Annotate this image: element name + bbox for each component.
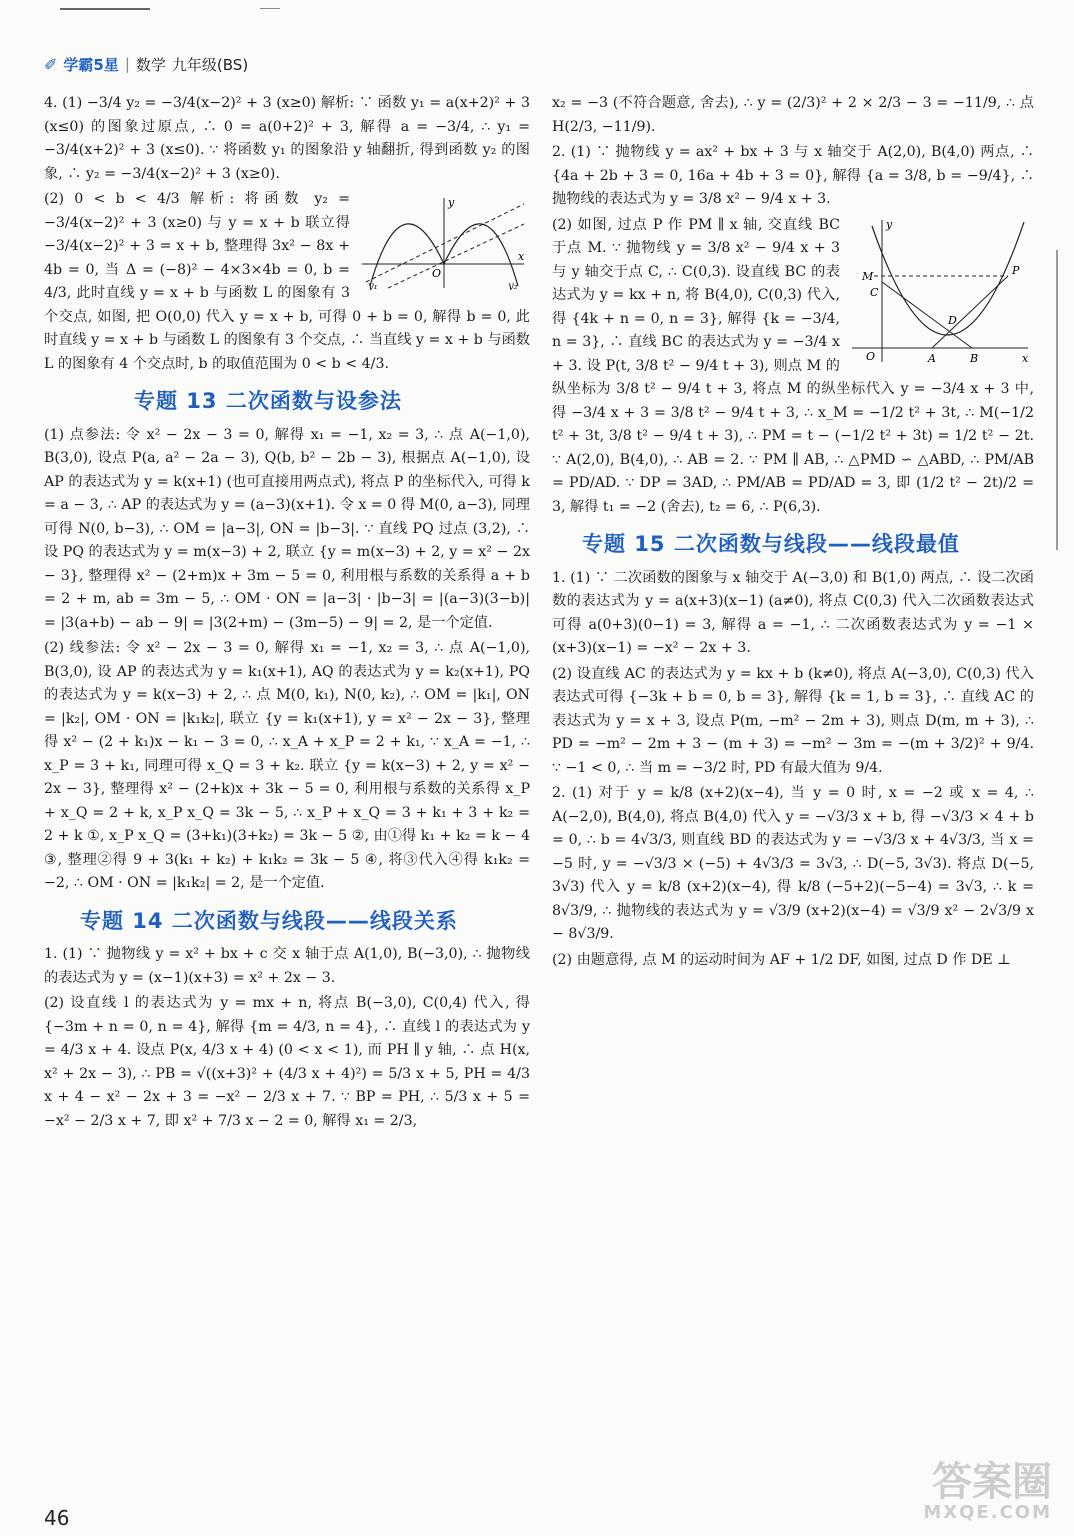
header-separator: | (124, 55, 130, 73)
fig1-line-origin (388, 224, 524, 288)
fig1-label-x: x (518, 250, 525, 263)
topic-13-point-method: (1) 点参法: 令 x² − 2x − 3 = 0, 解得 x₁ = −1, x₂ = 3, ∴ 点 A(−1,0), B(3,0), 设点 P(a, a² − 2a − 3), Q(b, b² − 2b − 3), 根据点 A(−1,0), 设 AP 的表达式为 y = k(x+1) (也可直接用两点式), 将点 P 的坐标代入, 可得 k = a − 3, ∴ AP 的表达式为 y = (a−3)(x+1). 令 x = 0 得 M(0, a−3), 同理可得 N(0, b−3), ∴ OM = |a−3|, ON = |b−3|. ∵ 直线 PQ 过点 (3,2), ∴ 设 PQ 的表达式为 y = m(x−3) + 2, 联立 {y = m(x−3) + 2, y = x² − 2x − 3}, 整理得 x² − (2+m)x + 3m − 5 = 0, 利用根与系数的关系得 a + b = 2 + m, ab = 3m − 5, ∴ OM · ON = |a−3| · |b−3| = |(a−3)(3−b)| = |3(a+b) − ab − 9| = |3(2+m) − (3m−5) − 9| = 2, 是一个定值. (44, 426, 530, 631)
fig1-line-upper (366, 204, 524, 282)
brand-logo-icon: ✐ (44, 54, 58, 74)
page-number: 46 (44, 1506, 70, 1530)
answer-4-part-1: 4. (1) −3/4 y₂ = −3/4(x−2)² + 3 (x≥0) 解析: ∵ 函数 y₁ = a(x+2)² + 3 (x≤0) 的图象过原点, ∴ 0 = a(0+2)² + 3, 解得 a = −3/4, ∴ y₁ = −3/4(x+2)² + 3 (x≤0). ∵ 将函数 y₁ 的图象沿 y 轴翻折, 得到函数 y₂ 的图象, ∴ y₂ = −3/4(x−2)² + 3 (x≥0). (44, 95, 530, 182)
topic-13-line-method: (2) 线参法: 令 x² − 2x − 3 = 0, 解得 x₁ = −1, x₂ = 3, ∴ 点 A(−1,0), B(3,0), 设 AP 的表达式为 y = k₁(x+1), AQ 的表达式为 y = k₂(x+1), PQ 的表达式为 y = k(x−3) + 2, ∴ 点 M(0, k₁), N(0, k₂), ∴ OM = |k₁|, ON = |k₂|, OM · ON = |k₁k₂|, 联立 {y = k₁(x+1), y = x² − 2x − 3}, 整理得 x² − (2 + k₁)x − k₁ − 3 = 0, ∴ x_A + x_P = 2 + k₁, ∵ x_A = −1, ∴ x_P = 3 + k₁, 同理可得 x_Q = 3 + k₂. 联立 {y = k(x−3) + 2, y = x² − 2x − 3}, 整理得 x² − (2+k)x + 3k − 5 = 0, 利用根与系数的关系得 x_P + x_Q = 2 + k, x_P x_Q = 3k − 5, ∴ x_P + x_Q = 3 + k₁ + 3 + k₂ = 2 + k ①, x_P x_Q = (3+k₁)(3+k₂) = 3k − 5 ②, 由①得 k₁ + k₂ = k − 4 ③, 整理②得 9 + 3(k₁ + k₂) + k₁k₂ = 3k − 5 ④, 将③代入④得 k₁k₂ = −2, ∴ OM · ON = |k₁k₂| = 2, 是一个定值. (44, 640, 530, 891)
fig2-line-bc (882, 282, 972, 348)
fig2-label-m: M (862, 269, 874, 283)
topic-14-q2-part-2: (2) 如图, 过点 P 作 PM ∥ x 轴, 交直线 BC 于点 M. ∵ 抛物线 y = 3/8 x² − 9/4 x + 3 与 y 轴交于点 C, ∴ C(0,3). 设直线 BC 的表达式为 y = kx + n, 将 B(4,0), C(0,3) 代入, 得 {4k + n = 0, n = 3}, 解得 {k = −3/4, n = 3}, ∴ 直线 BC 的表达式为 y = −3/4 x + 3. 设 P(t, 3/8 t² − 9/4 t + 3), 则点 M 的纵坐标为 3/8 t² − 9/4 t + 3, 将点 M 的纵坐标代入 y = −3/4 x + 3 中, 得 −3/4 x + 3 = 3/8 t² − 9/4 t + 3, ∴ x_M = −1/2 t² + 3t, ∴ M(−1/2 t² + 3t, 3/8 t² − 9/4 t + 3), ∴ PM = t − (−1/2 t² + 3t) = 1/2 t² − 2t. ∵ A(2,0), B(4,0), ∴ AB = 2. ∵ PM ∥ AB, ∴ △PMD ∽ △ABD, ∴ PM/AB = PD/AD. ∵ DP = 3AD, ∴ PM/AB = PD/AD = 3, 即 (1/2 t² − 2t)/2 = 3, 解得 t₁ = −2 (舍去), t₂ = 6, ∴ P(6,3). (552, 216, 1034, 515)
fig2-label-o: O (866, 349, 876, 363)
fig1-label-y2: y₂ (508, 281, 518, 290)
fig2-line-ap (932, 276, 1008, 348)
topic-14-q1-part-1: 1. (1) ∵ 抛物线 y = x² + bx + c 交 x 轴于点 A(1,0), B(−3,0), ∴ 抛物线的表达式为 y = (x−1)(x+3) = x² + 2x − 3. (44, 946, 530, 986)
watermark-logo-text: 答案圈 (932, 1459, 1052, 1505)
figure-parabolas-graph (358, 194, 530, 290)
topic-15-q1-part-2: (2) 设直线 AC 的表达式为 y = kx + b (k≠0), 将点 A(−3,0), C(0,3) 代入表达式可得 {−3k + b = 0, b = 3}, 解得 {k = 1, b = 3}, ∴ 直线 AC 的表达式为 y = x + 3, 设点 P(m, −m² − 2m + 3), 则点 D(m, m + 3), ∴ PD = −m² − 2m + 3 − (m + 3) = −m² − 3m = −(m + 3/2)² + 9/4. ∵ −1 < 0, ∴ 当 m = −3/2 时, PD 有最大值为 9/4. (552, 665, 1034, 776)
scan-edge-line (1056, 250, 1058, 550)
fig1-label-y1: y₁ (368, 281, 378, 290)
fig2-label-b: B (970, 351, 979, 365)
topic-15-q2-part-2: (2) 由题意得, 点 M 的运动时间为 AF + 1/2 DF, 如图, 过点 D 作 DE ⊥ (552, 951, 1011, 968)
fig2-label-d: D (948, 313, 957, 327)
left-column (44, 92, 530, 1135)
top-rule-short (260, 8, 280, 9)
topic-14-q1-part-2: (2) 设直线 l 的表达式为 y = mx + n, 将点 B(−3,0), C(0,4) 代入, 得 {−3m + n = 0, n = 4}, 解得 {m = 4/3, n = 4}, ∴ 直线 l 的表达式为 y = 4/3 x + 4. 设点 P(x, 4/3 x + 4) (0 < x < 1), 而 PH ∥ y 轴, ∴ 点 H(x, x² + 2x − 3), ∴ PB = √((x+3)² + (4/3 x + 4)²) = 5/3 x + 5, PH = 4/3 x + 4 − x² − 2x + 3 = −x² − 2/3 x + 7. ∵ BP = PH, ∴ 5/3 x + 5 = −x² − 2/3 x + 7, 即 x² + 7/3 x − 2 = 0, 解得 x₁ = 2/3, (44, 995, 530, 1129)
topic-14-q1-continued: x₂ = −3 (不符合题意, 舍去), ∴ y = (2/3)² + 2 × 2/3 − 3 = −11/9, ∴ 点 H(2/3, −11/9). (552, 95, 1034, 135)
fig1-label-y: y (448, 196, 455, 209)
fig2-label-x: x (1022, 351, 1029, 365)
fig1-curve-y2 (444, 224, 518, 286)
topic-15-title: 专题 15 二次函数与线段——线段最值 (582, 532, 960, 556)
fig1-label-o: O (432, 267, 442, 280)
page-header (44, 52, 248, 76)
figure-parabola-line-bc (848, 216, 1034, 366)
watermark-url: MXQE.COM (923, 1502, 1052, 1523)
grade-label: 九年级(BS) (171, 55, 249, 74)
topic-14-title: 专题 14 二次函数与线段——线段关系 (80, 908, 458, 933)
fig2-label-p: P (1012, 263, 1020, 277)
answer-4-part-2: (2) 0 < b < 4/3 解析: 将函数 y₂ = −3/4(x−2)² + 3 (x≥0) 与 y = x + b 联立得 −3/4(x−2)² + 3 = x + b, 整理得 3x² − 8x + 4b = 0, 当 Δ = (−8)² − 4×3×4b = 0, b = 4/3, 此时直线 y = x + b 与函数 L 的图象有 3 个交点, 如图, 把 O(0,0) 代入 y = x + b, 可得 0 + b = 0, 解得 b = 0, 此时直线 y = x + b 与函数 L 的图象有 3 个交点, ∴ 当直线 y = x + b 与函数 L 的图象有 4 个交点时, b 的取值范围为 0 < b < 4/3. (44, 191, 530, 372)
fig2-label-y: y (886, 217, 893, 231)
watermark (892, 1459, 1052, 1528)
topic-13-title: 专题 13 二次函数与设参法 (134, 389, 402, 413)
subject-label: 数学 (135, 55, 166, 74)
topic-14-q2-part-1: 2. (1) ∵ 抛物线 y = ax² + bx + 3 与 x 轴交于 A(2,0), B(4,0) 两点, ∴ {4a + 2b + 3 = 0, 16a + 4b + 3 = 0}, 解得 {a = 3/8, b = −9/4}, ∴ 抛物线的表达式为 y = 3/8 x² − 9/4 x + 3. (552, 144, 1034, 207)
fig2-label-a: A (928, 351, 936, 365)
fig2-label-c: C (870, 285, 879, 299)
right-column (552, 92, 1034, 974)
top-rule (60, 8, 150, 10)
topic-15-q1-part-1: 1. (1) ∵ 二次函数的图象与 x 轴交于 A(−3,0) 和 B(1,0) 两点, ∴ 设二次函数的表达式为 y = a(x+3)(x−1) (a≠0), 将点 C(0,3) 代入二次函数表达式可得 a(0+3)(0−1) = 3, 解得 a = −1, ∴ 二次函数表达式为 y = −1 × (x+3)(x−1) = −x² − 2x + 3. (552, 569, 1034, 656)
topic-15-q2-part-1: 2. (1) 对于 y = k/8 (x+2)(x−4), 当 y = 0 时, x = −2 或 x = 4, ∴ A(−2,0), B(4,0), 将点 B(4,0) 代入 y = −√3/3 x + b, 得 −√3/3 × 4 + b = 0, ∴ b = 4√3/3, 则直线 BD 的表达式为 y = −√3/3 x + 4√3/3, 当 x = −5 时, y = −√3/3 × (−5) + 4√3/3 = 3√3, ∴ D(−5, 3√3). 将点 D(−5, 3√3) 代入 y = k/8 (x+2)(x−4), 得 k/8 (−5+2)(−5−4) = 3√3, ∴ k = 8√3/9, ∴ 抛物线的表达式为 y = √3/9 (x+2)(x−4) = √3/9 x² − 2√3/9 x − 8√3/9. (552, 785, 1034, 942)
brand-name: 学霸5星 (63, 55, 119, 74)
